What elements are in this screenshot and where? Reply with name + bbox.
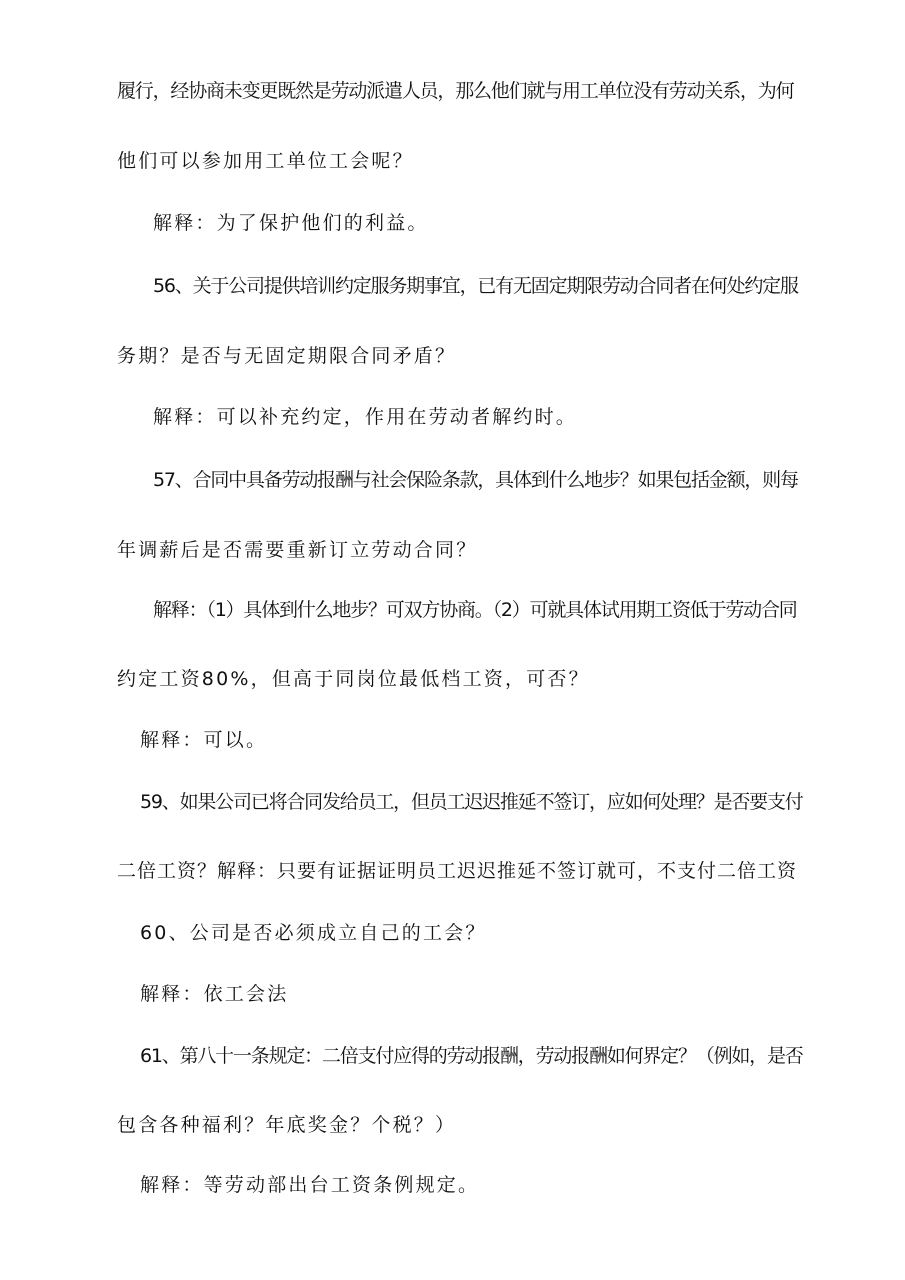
- answer-line: 解释：（1）具体到什么地步？可双方协商。（2）可就具体试用期工资低于劳动合同: [153, 599, 797, 621]
- question-59: 59、如果公司已将合同发给员工，但员工迟迟推延不签订，应如何处理？是否要支付: [140, 791, 803, 813]
- text-line: 二倍工资？解释：只要有证据证明员工迟迟推延不签订就可，不支付二倍工资: [117, 860, 798, 882]
- answer-line: 解释：等劳动部出台工资条例规定。: [140, 1174, 480, 1196]
- text-line: 约定工资80%，但高于同岗位最低档工资，可否？: [117, 668, 590, 690]
- answer-line: 解释：可以补充约定，作用在劳动者解约时。: [153, 406, 578, 428]
- answer-line: 解释：依工会法: [140, 983, 289, 1005]
- answer-line: 解释：为了保护他们的利益。: [153, 212, 429, 234]
- question-57: 57、合同中具备劳动报酬与社会保险条款，具体到什么地步？如果包括金额，则每: [153, 469, 798, 491]
- text-line: 履行，经协商未变更既然是劳动派遣人员，那么他们就与用工单位没有劳动关系，为何: [117, 80, 794, 102]
- text-line: 年调薪后是否需要重新订立劳动合同？: [117, 539, 478, 561]
- question-56: 56、关于公司提供培训约定服务期事宜，已有无固定期限劳动合同者在何处约定服: [153, 275, 798, 297]
- question-61: 61、第八十一条规定：二倍支付应得的劳动报酬，劳动报酬如何界定？（例如，是否: [140, 1045, 803, 1067]
- question-60: 60、公司是否必须成立自己的工会？: [140, 922, 487, 944]
- text-line: 他们可以参加用工单位工会呢？: [117, 150, 414, 172]
- text-line: 包含各种福利？年底奖金？个税？）: [117, 1114, 457, 1136]
- text-line: 务期？是否与无固定期限合同矛盾？: [117, 345, 457, 367]
- answer-line: 解释：可以。: [140, 729, 268, 751]
